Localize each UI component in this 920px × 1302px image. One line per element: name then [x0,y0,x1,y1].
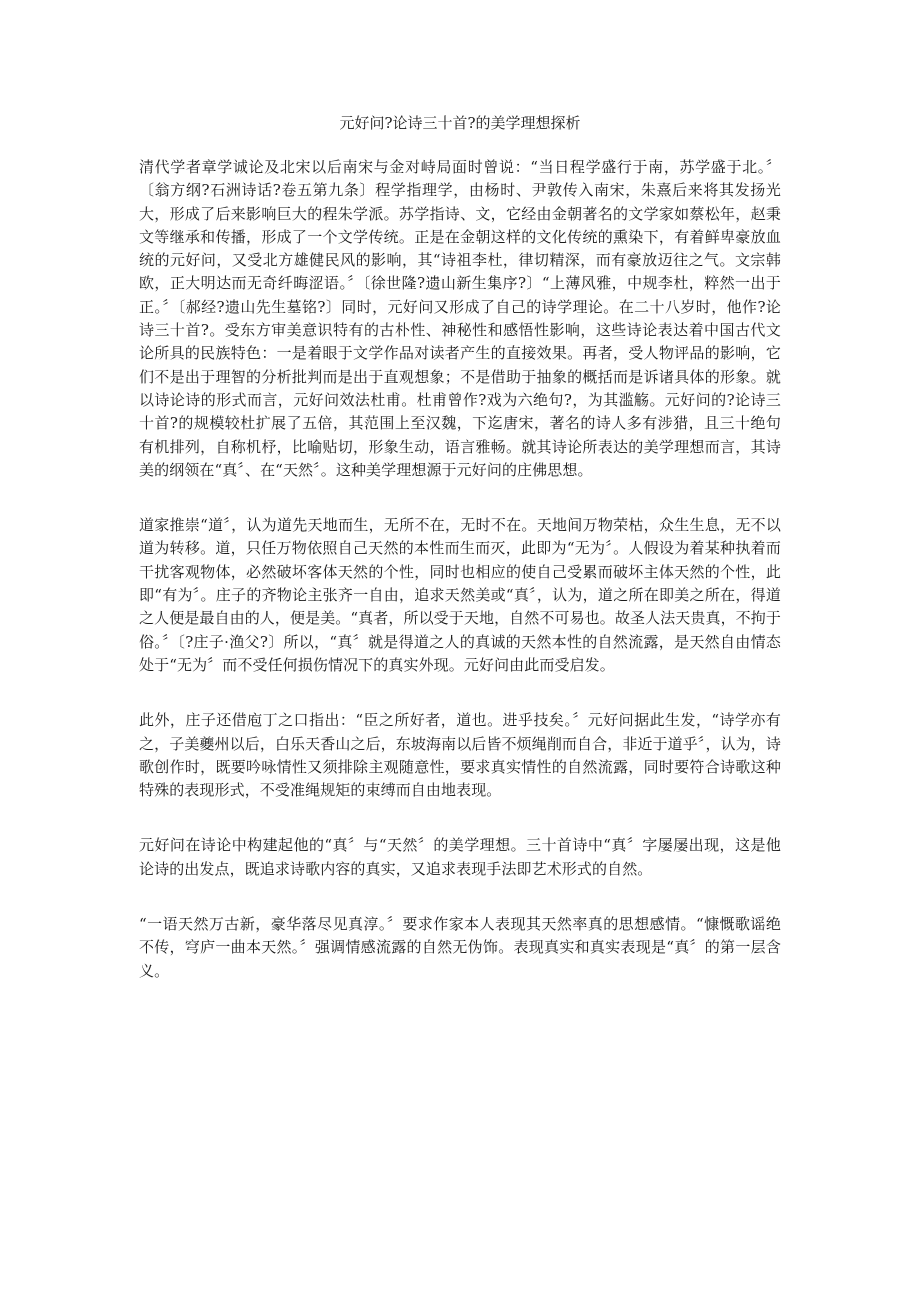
paragraph-1: 清代学者章学诚论及北宋以后南宋与金对峙局面时曾说：“当日程学盛行于南，苏学盛于北。〞〔翁方纲?石洲诗话?卷五第九条〕程学指理学，由杨时、尹敦传入南宋，朱熹后来将其发扬光大，形成了后来影响巨大的程朱学派。苏学指诗、文，它经由金朝著名的文学家如蔡松年，赵秉文等继承和传播，形成了一个文学传统。正是在金朝这样的文化传统的熏染下，有着鲜卑豪放血统的元好问，又受北方雄健民风的影响，其“诗祖李杜，律切精深，而有豪放迈往之气。文宗韩欧，正大明达而无奇纤晦涩语。〞〔徐世隆?遗山新生集序?〕“上薄风雅，中规李杜，粹然一出于正。〞〔郝经?遗山先生墓铭?〕同时，元好问又形成了自己的诗学理论。在二十八岁时，他作?论诗三十首?。受东方审美意识特有的古朴性、神秘性和感悟性影响，这些诗论表达着中国古代文论所具的民族特色：一是着眼于文学作品对读者产生的直接效果。再者，受人物评品的影响，它们不是出于理智的分析批判而是出于直观想象；不是借助于抽象的概括而是诉诸具体的形象。就以诗论诗的形式而言，元好问效法杜甫。杜甫曾作?戏为六绝句?，为其滥觞。元好问的?论诗三十首?的规模较杜扩展了五倍，其范围上至汉魏，下迄唐宋，著名的诗人多有涉猎，且三十绝句有机排列，自称机杼，比喻贴切，形象生动，语言雅畅。就其诗论所表达的美学理想而言，其诗美的纲领在“真〞、在“天然〞。这种美学理想源于元好问的庄佛思想。 [139,158,781,479]
document-page [139,112,781,1015]
paragraph-4: 元好问在诗论中构建起他的“真〞与“天然〞的美学理想。三十首诗中“真〞字屡屡出现，这是他论诗的出发点，既追求诗歌内容的真实，又追求表现手法即艺术形式的自然。 [139,836,781,878]
paragraph-5: “一语天然万古新，豪华落尽见真淳。〞要求作家本人表现其天然率真的思想感情。“慷慨歌谣绝不传，穹庐一曲本天然。〞强调情感流露的自然无伪饰。表现真实和真实表现是“真〞的第一层含义。 [139,915,781,980]
document-title: 元好问?论诗三十首?的美学理想探析 [339,114,581,132]
paragraph-3: 此外，庄子还借庖丁之口指出：“臣之所好者，道也。进乎技矣。〞元好问据此生发，“诗学亦有之，子美夔州以后，白乐天香山之后，东坡海南以后皆不烦绳削而自合，非近于道乎〞，认为，诗歌创作时，既要吟咏情性又须排除主观随意性，要求真实情性的自然流露，同时要符合诗歌这种特殊的表现形式，不受准绳规矩的束缚而自由地表现。 [139,711,781,800]
paragraph-2: 道家推崇“道〞，认为道先天地而生，无所不在，无时不在。天地间万物荣枯，众生生息，无不以道为转移。道，只任万物依照自己天然的本性而生而灭，此即为“无为〞。人假设为着某种执着而干扰客观物体，必然破坏客体天然的个性，同时也相应的使自己受累而破坏主体天然的个性，此即“有为〞。庄子的齐物论主张齐一自由，追求天然美或“真〞，认为，道之所在即美之所在，得道之人便是最自由的人，便是美。“真者，所以受于天地，自然不可易也。故圣人法天贵真，不拘于俗。〞〔?庄子·渔父?〕所以，“真〞就是得道之人的真诚的天然本性的自然流露，是天然自由情态处于“无为〞而不受任何损伤情况下的真实外现。元好问由此而受启发。 [139,516,781,674]
